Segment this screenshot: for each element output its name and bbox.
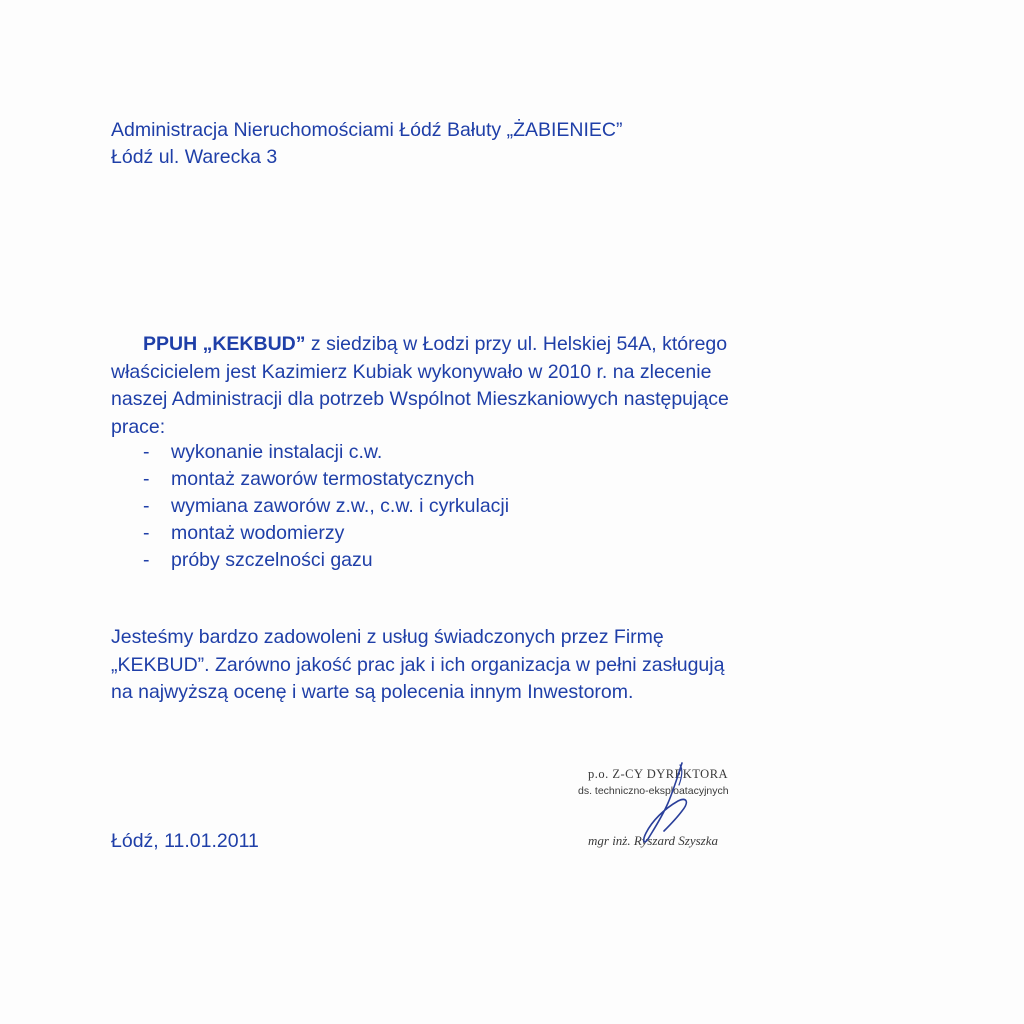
handwritten-signature	[630, 755, 710, 855]
list-dash: -	[143, 468, 150, 490]
list-dash: -	[143, 549, 150, 571]
company-name: PPUH „KEKBUD”	[143, 333, 306, 355]
stamp-name: mgr inż. Ryszard Szyszka	[588, 833, 719, 848]
letter-body	[111, 331, 901, 441]
list-item	[143, 466, 509, 493]
list-item-text: montaż wodomierzy	[171, 522, 345, 544]
sender-name: Administracja Nieruchomościami Łódź Bałuty „ŻABIENIEC”	[111, 119, 623, 141]
body-line-1	[111, 331, 901, 359]
closing-line-2: „KEKBUD”. Zarówno jakość prac jak i ich organizacja w pełni zasługują	[111, 653, 725, 676]
list-dash: -	[143, 522, 150, 544]
closing-line-3: na najwyższą ocenę i warte są polecenia innym Inwestorom.	[111, 681, 634, 703]
list-item-text: montaż zaworów termostatycznych	[171, 468, 475, 490]
list-item-text: próby szczelności gazu	[171, 549, 373, 571]
list-item-text: wymiana zaworów z.w., c.w. i cyrkulacji	[171, 495, 510, 517]
list-item-text: wykonanie instalacji c.w.	[171, 441, 383, 463]
list-item	[143, 493, 509, 520]
body-line-1-text: z siedzibą w Łodzi przy ul. Helskiej 54A, którego	[305, 333, 728, 355]
body-line-3: naszej Administracji dla potrzeb Wspólnot Mieszkaniowych następujące	[111, 388, 729, 410]
letter-header	[111, 117, 871, 171]
closing-line-1: Jesteśmy bardzo zadowoleni z usług świadczonych przez Firmę	[111, 626, 664, 648]
list-dash: -	[143, 441, 150, 463]
list-item	[143, 547, 509, 574]
works-list	[143, 439, 509, 574]
list-item	[143, 439, 509, 466]
sender-address: Łódź ul. Warecka 3	[111, 146, 278, 168]
stamp-title: p.o. Z-CY DYREKTORA	[588, 767, 729, 781]
body-line-4: prace:	[111, 415, 166, 438]
list-dash: -	[143, 495, 150, 517]
list-item	[143, 520, 509, 547]
body-line-2: właścicielem jest Kazimierz Kubiak wykonywało w 2010 r. na zlecenie	[111, 360, 712, 383]
closing-paragraph	[111, 624, 911, 707]
letter-date: Łódź, 11.01.2011	[111, 830, 259, 852]
stamp-department: ds. techniczno-eksploatacyjnych	[578, 785, 729, 797]
